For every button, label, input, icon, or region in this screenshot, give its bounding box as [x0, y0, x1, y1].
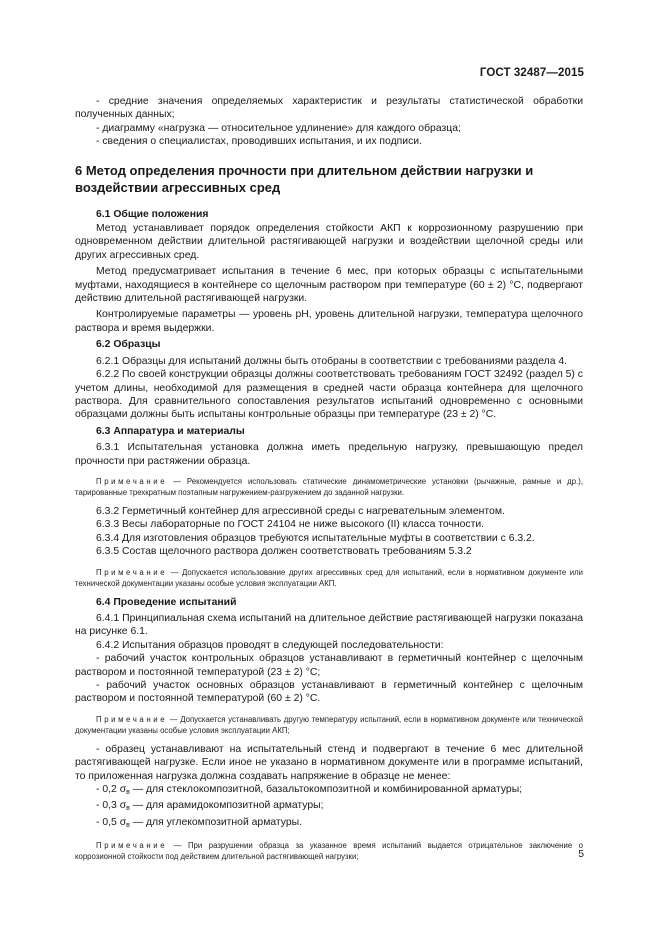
stress-prefix: - 0,3 — [96, 800, 120, 812]
page-number: 5 — [578, 849, 584, 860]
list-item: - образец устанавливают на испытательный стенд и подвергают в течение 6 мес длительной растягивающей нагрузке. Если иное не указано в нормативном документе или в программе испытаний, то приложенная нагрузка должна создавать напряжение в образце не менее: — [75, 743, 583, 782]
paragraph: 6.3.4 Для изготовления образцов требуются испытательные муфты в соответствии с 6.3.2. — [96, 532, 535, 544]
note-label: Примечание — [96, 841, 168, 851]
paragraph: Контролируемые параметры — уровень рН, уровень длительной нагрузки, температура щелочного раствора и время выдержки. — [75, 309, 583, 334]
list-item: - диаграмму «нагрузка — относительное удлинение» для каждого образца; — [96, 122, 461, 134]
stress-text: — для стеклокомпозитной, базальтокомпозитной и комбинированной арматуры; — [129, 784, 523, 796]
subsection-6-1-heading: 6.1 Общие положения — [96, 208, 209, 220]
list-item: - рабочий участок основных образцов устанавливают в герметичный контейнер с щелочным раствором и постоянной температурой (60 ± 2) °С. — [75, 680, 583, 705]
sigma-symbol: σ — [119, 816, 127, 828]
paragraph: Метод устанавливает порядок определения стойкости АКП к коррозионному разрушению при одновременном действии длительной растягивающей нагрузки и воздействии щелочной среды или других агрессивных сред. — [75, 223, 583, 261]
list-item: - рабочий участок контрольных образцов устанавливают в герметичный контейнер с щелочным раствором и постоянной температурой (23 ± 2) °С; — [75, 653, 583, 678]
stress-prefix: - 0,2 — [96, 784, 120, 796]
stress-item — [75, 783, 583, 799]
subsection-6-2-heading: 6.2 Образцы — [96, 339, 161, 351]
note-text: — Допускается использование других агрессивных сред для испытаний, если в нормативном документе или технической документации указаны особые условия эксплуатации АКП. — [75, 567, 584, 588]
note — [75, 476, 583, 498]
paragraph: 6.3.5 Состав щелочного раствора должен соответствовать требованиям 5.3.2 — [96, 546, 472, 558]
subsection-6-4-heading: 6.4 Проведение испытаний — [96, 596, 237, 608]
note-text: — Допускается устанавливать другую температуру испытаний, если в нормативном документе или технической документации указаны особые условия эксплуатации АКП; — [75, 714, 583, 735]
paragraph: 6.3.1 Испытательная установка должна иметь предельную нагрузку, превышающую предел прочности при растяжении образца. — [75, 442, 583, 467]
paragraph: Метод предусматривает испытания в течение 6 мес, при которых образцы с испытательными муфтами, находящиеся в контейнере со щелочным раствором при температуре (60 ± 2) °С, подвергают действию длительной растягивающей нагрузки. — [75, 266, 583, 305]
subsection-6-3-heading: 6.3 Аппаратура и материалы — [96, 425, 245, 437]
sigma-symbol: σ — [119, 800, 127, 812]
list-item: - средние значения определяемых характеристик и результаты статистической обработки полученных данных; — [75, 96, 583, 121]
note — [75, 714, 583, 736]
note-label: Примечание — [96, 567, 168, 577]
note — [75, 840, 583, 862]
sigma-subscript: в — [126, 789, 130, 797]
paragraph: 6.3.2 Герметичный контейнер для агрессивной среды с нагревательным элементом. — [96, 505, 505, 517]
paragraph: 6.4.1 Принципиальная схема испытаний на длительное действие растягивающей нагрузки показана на рисунке 6.1. — [75, 612, 583, 638]
sigma-symbol: σ — [119, 784, 127, 796]
section-6-title: 6 Метод определения прочности при длительном действии нагрузки и воздействии агрессивных сред — [75, 162, 534, 195]
page-content — [75, 95, 583, 869]
list-item: - сведения о специалистах, проводивших испытания, и их подписи. — [96, 136, 422, 148]
document-number: ГОСТ 32487—2015 — [479, 67, 584, 79]
note — [75, 567, 583, 589]
stress-text: — для арамидокомпозитной арматуры; — [129, 800, 324, 812]
sigma-subscript: в — [126, 821, 130, 829]
note-label: Примечание — [96, 476, 168, 486]
stress-item — [75, 799, 583, 815]
stress-prefix: - 0,5 — [96, 816, 120, 828]
stress-item — [75, 816, 583, 832]
paragraph: 6.2.1 Образцы для испытаний должны быть отобраны в соответствии с требованиями раздела 4. — [96, 355, 568, 367]
paragraph: 6.3.3 Весы лабораторные по ГОСТ 24104 не ниже высокого (II) класса точности. — [96, 519, 485, 531]
sigma-subscript: в — [126, 805, 130, 813]
paragraph: 6.4.2 Испытания образцов проводят в следующей последовательности: — [96, 639, 444, 651]
note-label: Примечание — [96, 714, 168, 724]
note-text: — При разрушении образца за указанное время испытаний выдается отрицательное заключение о коррозионной стойкости под действием длительной растягивающей нагрузки; — [75, 841, 584, 862]
paragraph: 6.2.2 По своей конструкции образцы должны соответствовать требованиям ГОСТ 32492 (раздел 5) с учетом длины, необходимой для размещения в средней части образца контейнера для щелочного раствора. Для сравнительного сопоставления результатов испытаний одновременно с основными образцами должны быть испытаны контрольные образцы при температуре (23 ± 2) °С. — [75, 369, 583, 421]
stress-text: — для углекомпозитной арматуры. — [129, 816, 302, 828]
note-text: — Рекомендуется использовать статические динамометрические установки (рычажные, рамные и др.), тарированные трехкратным поэтапным нагружением-разгружением до заданной нагрузки. — [75, 476, 583, 497]
